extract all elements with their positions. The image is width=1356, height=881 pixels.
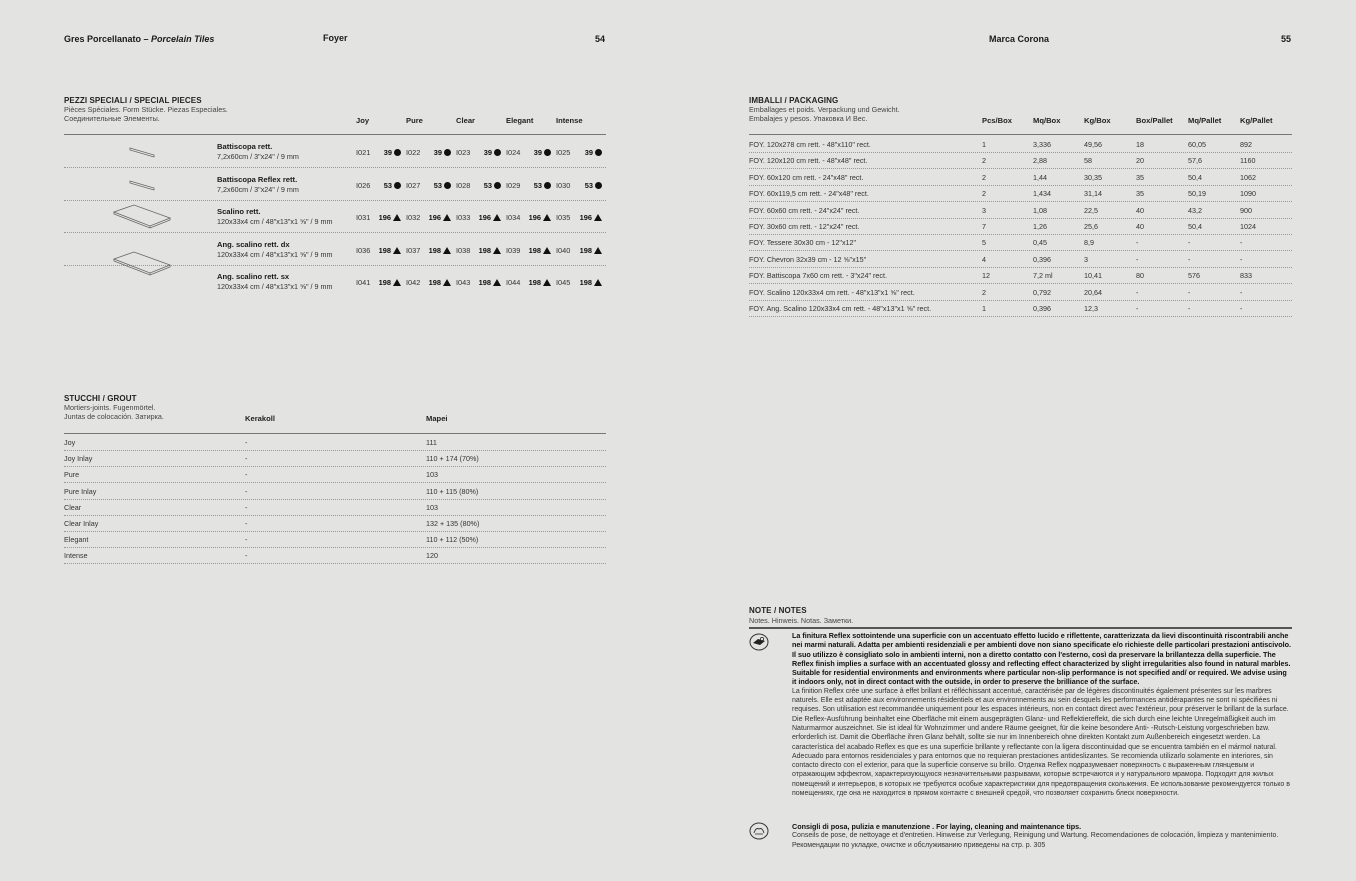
packaging-value: 7,2 ml (1033, 271, 1053, 281)
column-header: Clear (456, 116, 475, 125)
piece-price-value: 196 (378, 213, 391, 222)
packaging-value: 22,5 (1084, 205, 1098, 215)
row-divider (64, 466, 606, 467)
grout-header-mapei: Mapei (426, 414, 448, 423)
row-divider (749, 152, 1292, 153)
packaging-item: FOY. Scalino 120x33x4 cm rett. - 48"x13"x1 ⅝" rect. (749, 287, 915, 297)
piece-code: I040 (556, 245, 571, 255)
packaging-value: 20 (1136, 156, 1144, 166)
row-divider (749, 300, 1292, 301)
packaging-value: 60,05 (1188, 140, 1206, 149)
packaging-value: 2,88 (1033, 156, 1047, 166)
grout-header-kerakoll: Kerakoll (245, 414, 275, 423)
piece-price-value: 196 (528, 213, 541, 222)
triangle-icon (594, 247, 602, 254)
grout-mapei-value: 103 (426, 502, 438, 512)
circle-icon (595, 182, 602, 189)
piece-size: 7,2x60cm / 3"x24" / 9 mm (217, 152, 299, 161)
packaging-value: 1062 (1240, 172, 1256, 182)
piece-price-value: 53 (433, 180, 442, 190)
piece-price (479, 278, 501, 287)
triangle-icon (543, 247, 551, 254)
grout-color: Pure Inlay (64, 486, 97, 496)
piece-name: Ang. scalino rett. dx (217, 239, 290, 249)
piece-code: I032 (406, 213, 421, 222)
triangle-icon (543, 279, 551, 286)
row-divider (64, 499, 606, 500)
row-divider (749, 316, 1292, 317)
packaging-value: - (1188, 304, 1191, 313)
piece-price (479, 246, 501, 255)
piece-code: I039 (506, 245, 521, 255)
column-header: Joy (356, 116, 370, 125)
packaging-value: 1160 (1240, 156, 1256, 166)
piece-code: I033 (456, 213, 471, 222)
notes-title: NOTE / NOTES (749, 606, 807, 615)
triangle-icon (393, 279, 401, 286)
packaging-value: 40 (1136, 222, 1144, 231)
piece-price-value: 53 (584, 180, 593, 190)
row-divider (749, 283, 1292, 284)
grout-mapei-value: 111 (426, 438, 437, 447)
packaging-value: 1090 (1240, 189, 1256, 199)
packaging-subtitle-2: Embalajes y pesos. Упаковка И Вес. (749, 114, 868, 123)
piece-price (484, 148, 501, 157)
running-title (64, 34, 214, 44)
piece-code: I042 (406, 278, 421, 287)
piece-size: 120x33x4 cm / 48"x13"x1 ⅝" / 9 mm (217, 249, 333, 259)
packaging-value: 31,14 (1084, 189, 1102, 199)
piece-price-value: 53 (383, 180, 392, 190)
packaging-value: 1,26 (1033, 222, 1047, 231)
piece-code: I043 (456, 278, 471, 287)
packaging-value: 3 (982, 205, 986, 215)
row-divider (749, 218, 1292, 219)
piece-code: I021 (356, 148, 371, 157)
circle-icon (544, 182, 551, 189)
piece-price-value: 198 (579, 278, 592, 287)
maintenance-icon (749, 822, 769, 840)
packaging-item: FOY. 60x120 cm rett. - 24"x48" rect. (749, 172, 864, 182)
piece-price (429, 246, 451, 255)
column-header: Intense (556, 116, 583, 125)
collection-name: Foyer (323, 33, 348, 43)
row-divider (749, 234, 1292, 235)
packaging-value: - (1240, 254, 1243, 264)
row-divider (64, 232, 606, 233)
piece-price (379, 278, 401, 287)
grout-color: Clear (64, 502, 82, 512)
grout-color: Elegant (64, 535, 89, 545)
packaging-value: - (1136, 254, 1139, 264)
circle-icon (444, 149, 451, 156)
packaging-item: FOY. Chevron 32x39 cm - 12 ⅝"x15" (749, 254, 867, 264)
row-divider (64, 200, 606, 201)
triangle-icon (393, 214, 401, 221)
triangle-icon (543, 214, 551, 221)
grout-mapei-value: 110 + 174 (70%) (426, 454, 479, 464)
piece-price (529, 278, 551, 287)
piece-price-value: 198 (428, 278, 441, 287)
piece-code: I041 (356, 278, 371, 287)
piece-code: I045 (556, 278, 571, 287)
piece-price (529, 213, 551, 222)
grout-kerakoll-value: - (245, 502, 248, 512)
packaging-value: 18 (1136, 140, 1144, 149)
packaging-value: 4 (982, 254, 986, 264)
row-divider (749, 201, 1292, 202)
packaging-value: - (1240, 238, 1243, 248)
packaging-column-header: Box/Pallet (1136, 116, 1173, 125)
packaging-value: 35 (1136, 172, 1144, 182)
piece-code: I027 (406, 180, 421, 190)
triangle-icon (594, 214, 602, 221)
piece-price (580, 213, 602, 222)
triangle-icon (443, 247, 451, 254)
packaging-value: - (1240, 287, 1243, 297)
packaging-value: 1,44 (1033, 172, 1047, 182)
packaging-value: - (1240, 304, 1243, 313)
packaging-value: 2 (982, 287, 986, 297)
packaging-value: 7 (982, 222, 986, 231)
piece-code: I026 (356, 180, 371, 190)
section-subtitle-1: Pièces Spéciales. Form Stücke. Piezas Especiales. (64, 105, 228, 114)
piece-price-value: 196 (579, 213, 592, 222)
packaging-item: FOY. 60x60 cm rett. - 24"x24" rect. (749, 205, 860, 215)
packaging-column-header: Mq/Pallet (1188, 116, 1222, 125)
piece-price (580, 278, 602, 287)
piece-price-value: 198 (428, 245, 441, 255)
row-divider (749, 267, 1292, 268)
triangle-icon (443, 279, 451, 286)
packaging-value: 49,56 (1084, 140, 1102, 149)
packaging-value: 50,4 (1188, 222, 1202, 231)
grout-color: Clear Inlay (64, 519, 99, 528)
circle-icon (394, 182, 401, 189)
packaging-value: 12 (982, 271, 990, 281)
piece-price-value: 53 (483, 180, 492, 190)
piece-price-value: 39 (584, 148, 593, 157)
packaging-title: IMBALLI / PACKAGING (749, 96, 839, 105)
packaging-column-header: Kg/Box (1084, 116, 1111, 125)
packaging-value: 30,35 (1084, 172, 1102, 182)
notes-rule (749, 627, 1292, 629)
packaging-value: 40 (1136, 205, 1144, 215)
packaging-item: FOY. Battiscopa 7x60 cm rett. - 3"x24" rect. (749, 271, 887, 281)
piece-price-value: 198 (378, 278, 391, 287)
grout-color: Joy (64, 438, 76, 447)
circle-icon (595, 149, 602, 156)
packaging-value: - (1188, 238, 1191, 248)
piece-code: I030 (556, 180, 571, 190)
circle-icon (444, 182, 451, 189)
piece-price (434, 181, 451, 190)
packaging-value: 0,396 (1033, 254, 1051, 264)
piece-price (534, 181, 551, 190)
grout-title: STUCCHI / GROUT (64, 394, 137, 403)
packaging-item: FOY. Ang. Scalino 120x33x4 cm rett. - 48"x13"x1 ⅝" rect. (749, 304, 932, 313)
packaging-value: 1024 (1240, 222, 1256, 231)
grout-subtitle-1: Mortiers-joints. Fugenmörtel. (64, 403, 156, 412)
packaging-value: 10,41 (1084, 271, 1102, 281)
packaging-value: 1,08 (1033, 205, 1047, 215)
piece-name: Battiscopa Reflex rett. (217, 174, 298, 184)
circle-icon (394, 149, 401, 156)
circle-icon (544, 149, 551, 156)
circle-icon (494, 182, 501, 189)
packaging-value: 3,336 (1033, 140, 1051, 149)
packaging-value: 80 (1136, 271, 1144, 281)
piece-code: I044 (506, 278, 521, 287)
packaging-value: 892 (1240, 140, 1252, 149)
piece-price-value: 53 (533, 180, 542, 190)
corner-step-drawing (110, 250, 172, 276)
packaging-header-rule (749, 134, 1292, 135)
piece-size: 120x33x4 cm / 48"x13"x1 ⅝" / 9 mm (217, 282, 333, 291)
packaging-value: 20,64 (1084, 287, 1102, 297)
packaging-item: FOY. 120x278 cm rett. - 48"x110" rect. (749, 140, 871, 149)
running-title-italic: Porcelain Tiles (151, 34, 215, 44)
grout-kerakoll-value: - (245, 438, 248, 447)
piece-price (479, 213, 501, 222)
packaging-value: 35 (1136, 189, 1144, 199)
grout-subtitle-2: Juntas de colocación. Затирка. (64, 412, 164, 421)
grout-mapei-value: 110 + 115 (80%) (426, 486, 479, 496)
piece-price-value: 198 (528, 278, 541, 287)
piece-name: Battiscopa rett. (217, 142, 273, 151)
reflex-note-text: La finition Reflex crée une surface à effet brillant et réfléchissant accentué, caractérisée par de légères discontinuités également présentes sur les marbres naturels. Elle est adaptée aux environnements résidentiels et aux environnements au sein desquels les performances antidérapantes ne sont ni spécifiées ni requises. Son utilisation est recommandée uniquement pour les espaces intérieurs, non en contact direct avec l'extérieur, pour préserver le brillant de la surface. Die Reflex-Ausführung beinhaltet eine Oberfläche mit einem ausgeprägten Glanz- und Reflektiereffekt, die sich durch eine leichte Unregelmäßigkeit auch im Naturmarmor auszeichnet. Sie ist ideal für Wohnzimmer und andere Räume geeignet, für die keine besondere Anti- -Rutsch-Leistung vorgeschrieben bzw. erforderlich ist. Damit die Oberfläche ihren Glanz behält, sollte sie nur im Innenbereich ohne direkten Kontakt zum Außenbereich eingesetzt werden. La característica del acabado Reflex es que es una superficie brillante y reflectante con la ligera discontinuidad que se encuentra también en el mármol natural. Adecuado para entornos residenciales y para entornos que no requieran prestaciones antideslizantes. Se recomienda utilizarlo solamente en interiores, sin contacto directo con el exterior, para que la superficie conserve su brillo. Отделка Reflex подразумевает поверхность с выраженным глянцевым и отражающим эффектом, характеризующуюся незначительными разрывами, которые встречаются и у натурального мрамора. Подходит для жилых помещений и интерьеров, в которых не требуются особые характеристики для предотвращения скольжения. Ее использование рекомендуется только в помещениях, где она не находится в прямом контакте с внешней средой, что позволяет сохранить блеск поверхности. (792, 687, 1290, 798)
row-divider (749, 250, 1292, 251)
piece-price (534, 148, 551, 157)
packaging-value: 1 (982, 304, 986, 313)
packaging-value: 2 (982, 156, 986, 166)
column-header: Elegant (506, 116, 534, 125)
piece-code: I024 (506, 148, 521, 157)
grout-kerakoll-value: - (245, 519, 248, 528)
notes-subtitle: Notes. Hinweis. Notas. Заметки. (749, 616, 854, 625)
piece-price-value: 196 (478, 213, 491, 222)
skirting-drawing (128, 145, 156, 159)
page-number-right: 55 (1281, 34, 1292, 44)
packaging-value: 833 (1240, 271, 1252, 281)
row-divider (64, 531, 606, 532)
header-rule (64, 134, 606, 135)
triangle-icon (493, 214, 501, 221)
row-divider (749, 185, 1292, 186)
triangle-icon (443, 214, 451, 221)
row-divider (64, 547, 606, 548)
grout-mapei-value: 120 (426, 551, 438, 561)
piece-price (384, 181, 401, 190)
piece-code: I038 (456, 245, 471, 255)
packaging-value: 0,45 (1033, 238, 1047, 248)
triangle-icon (393, 247, 401, 254)
piece-price (585, 148, 602, 157)
triangle-icon (594, 279, 602, 286)
maintenance-note-text: Conseils de pose, de nettoyage et d'entretien. Hinweise zur Verlegung, Reinigung und Wartung. Recomendaciones de colocación, limpieza y mantenimiento. Рекомендации по укладке, очистке и обслуживанию приведены на стр. р. 305 (792, 832, 1279, 849)
packaging-column-header: Kg/Pallet (1240, 116, 1273, 125)
grout-color: Pure (64, 470, 80, 480)
grout-kerakoll-value: - (245, 454, 248, 464)
packaging-value: 0,396 (1033, 304, 1051, 313)
piece-code: I025 (556, 148, 571, 157)
piece-code: I022 (406, 148, 421, 157)
row-divider (64, 450, 606, 451)
piece-code: I031 (356, 213, 371, 222)
packaging-subtitle-1: Emballages et poids. Verpackung und Gewicht. (749, 105, 900, 114)
reflex-finish-icon (749, 633, 769, 651)
triangle-icon (493, 247, 501, 254)
section-title: PEZZI SPECIALI / SPECIAL PIECES (64, 96, 202, 105)
grout-header-rule (64, 433, 606, 434)
packaging-value: - (1188, 287, 1191, 297)
piece-price (580, 246, 602, 255)
reflex-note (792, 631, 1292, 798)
piece-price-value: 198 (478, 278, 491, 287)
grout-kerakoll-value: - (245, 535, 248, 545)
piece-price-value: 39 (383, 148, 392, 157)
packaging-value: - (1136, 304, 1139, 313)
piece-price (434, 148, 451, 157)
piece-price (379, 213, 401, 222)
packaging-value: 50,4 (1188, 172, 1202, 182)
piece-price (429, 278, 451, 287)
packaging-value: - (1136, 287, 1139, 297)
row-divider (64, 482, 606, 483)
packaging-value: 8,9 (1084, 238, 1094, 248)
grout-mapei-value: 110 + 112 (50%) (426, 535, 479, 545)
packaging-item: FOY. 120x120 cm rett. - 48"x48" rect. (749, 156, 868, 166)
circle-icon (494, 149, 501, 156)
piece-size: 120x33x4 cm / 48"x13"x1 ⅝" / 9 mm (217, 217, 333, 226)
grout-kerakoll-value: - (245, 486, 248, 496)
piece-code: I035 (556, 213, 571, 222)
piece-price (379, 246, 401, 255)
packaging-value: 12,3 (1084, 304, 1098, 313)
grout-kerakoll-value: - (245, 551, 248, 561)
packaging-value: 2 (982, 172, 986, 182)
packaging-value: 3 (1084, 254, 1088, 264)
grout-mapei-value: 132 + 135 (80%) (426, 519, 480, 528)
row-divider (64, 167, 606, 168)
piece-code: I037 (406, 245, 421, 255)
piece-code: I036 (356, 245, 371, 255)
piece-code: I023 (456, 148, 471, 157)
piece-code: I028 (456, 180, 471, 190)
packaging-value: 0,792 (1033, 287, 1051, 297)
row-divider (64, 515, 606, 516)
packaging-value: 25,6 (1084, 222, 1098, 231)
section-subtitle-2: Соединительные Элементы. (64, 114, 160, 123)
column-header: Pure (406, 116, 423, 125)
grout-mapei-value: 103 (426, 470, 438, 480)
piece-price-value: 198 (478, 245, 491, 255)
piece-price-value: 198 (378, 245, 391, 255)
grout-color: Joy Inlay (64, 454, 93, 464)
piece-price (529, 246, 551, 255)
packaging-value: 1 (982, 140, 986, 149)
packaging-column-header: Mq/Box (1033, 116, 1061, 125)
row-divider (64, 563, 606, 564)
piece-code: I034 (506, 213, 521, 222)
packaging-value: 43,2 (1188, 205, 1202, 215)
piece-price-value: 198 (528, 245, 541, 255)
skirting-reflex-drawing (128, 178, 156, 192)
piece-name: Ang. scalino rett. sx (217, 272, 290, 281)
packaging-value: 2 (982, 189, 986, 199)
piece-price-value: 39 (433, 148, 442, 157)
packaging-value: 576 (1188, 271, 1200, 281)
grout-kerakoll-value: - (245, 470, 248, 480)
running-title-main: Gres Porcellanato – (64, 34, 152, 44)
piece-price-value: 39 (533, 148, 542, 157)
packaging-value: 5 (982, 238, 986, 248)
packaging-value: 900 (1240, 205, 1252, 215)
packaging-item: FOY. Tessere 30x30 cm - 12"x12" (749, 238, 857, 248)
piece-price (384, 148, 401, 157)
maintenance-note (792, 822, 1292, 850)
piece-name: Scalino rett. (217, 207, 261, 216)
piece-price-value: 198 (579, 245, 592, 255)
page-number-left: 54 (595, 34, 606, 44)
packaging-value: 57,6 (1188, 156, 1202, 166)
maintenance-note-bold: Consigli di posa, pulizia e manutenzione . For laying, cleaning and maintenance tips. (792, 822, 1082, 831)
packaging-column-header: Pcs/Box (982, 116, 1012, 125)
packaging-item: FOY. 60x119,5 cm rett. - 24"x48" rect. (749, 189, 869, 199)
piece-price (484, 181, 501, 190)
step-drawing (110, 203, 172, 229)
packaging-value: - (1136, 238, 1139, 248)
piece-price-value: 39 (483, 148, 492, 157)
row-divider (749, 168, 1292, 169)
packaging-value: 50,19 (1188, 189, 1206, 199)
triangle-icon (493, 279, 501, 286)
grout-color: Intense (64, 551, 88, 561)
piece-price (429, 213, 451, 222)
packaging-value: 58 (1084, 156, 1092, 166)
piece-price (585, 181, 602, 190)
piece-price-value: 196 (428, 213, 441, 222)
packaging-item: FOY. 30x60 cm rett. - 12"x24" rect. (749, 222, 860, 231)
piece-size: 7,2x60cm / 3"x24" / 9 mm (217, 184, 299, 194)
brand-name: Marca Corona (989, 34, 1050, 44)
reflex-note-bold: La finitura Reflex sottointende una superficie con un accentuato effetto lucido e riflettente, caratterizzata da lievi discontinuità riscontrabili anche nei marmi naturali. Adatta per ambienti residenziali e per ambienti dove non siano specificate e/o richieste delle particolari prestazioni antiscivolo. Il suo utilizzo è consigliato solo in ambienti interni, non a diretto contatto con l'esterno, così da preservare la brillantezza della superficie. The Reflex finish implies a surface with an accentuated glossy and reflecting effect characterized by slight irregularities also found in natural marbles. Suitable for residential environments and environments where particular non-slip performance is not specified and/ or required. We advise using it indoors only, not in direct contact with the outside, in order to preserve the brilliance of the surface. (792, 631, 1292, 687)
packaging-value: 1,434 (1033, 189, 1051, 199)
packaging-value: - (1188, 254, 1191, 264)
piece-code: I029 (506, 180, 521, 190)
